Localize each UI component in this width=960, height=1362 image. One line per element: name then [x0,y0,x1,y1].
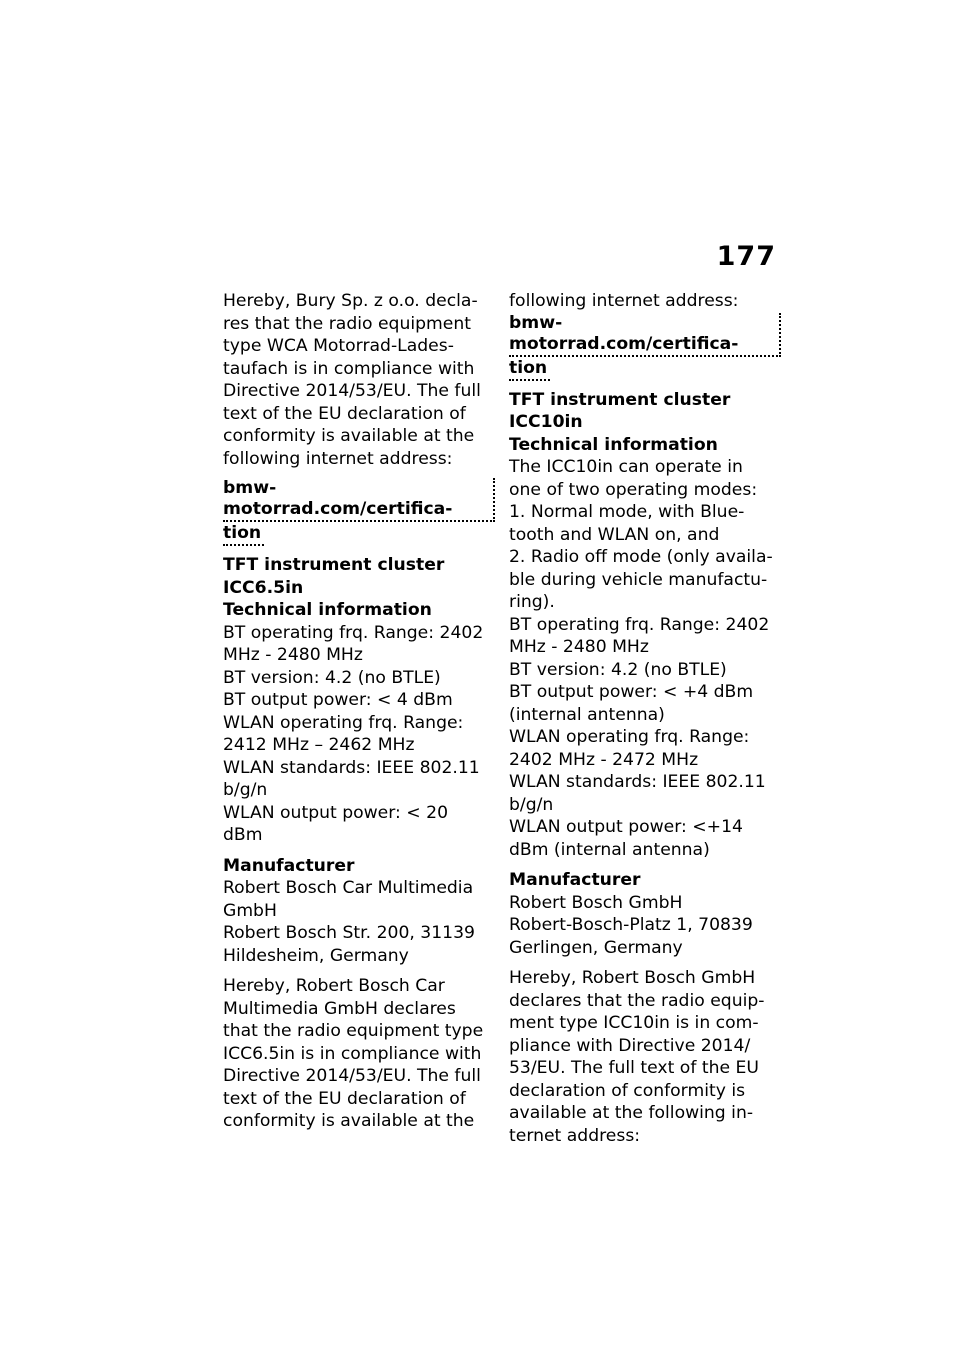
text-line: Multimedia GmbH declares [223,998,456,1019]
text-line: WLAN standards: IEEE 802.11 [509,772,766,792]
text-line: The ICC10in can operate in [509,457,743,477]
certification-link[interactable] [223,478,495,546]
text-line: 2. Radio off mode (only availa- [509,547,773,567]
certification-link-line-1[interactable]: bmw-motorrad.com/certifica- [223,478,495,522]
text-line: b/g/n [509,794,554,815]
section-title [509,389,781,434]
technical-information-paragraph [223,622,495,847]
text-line: Hereby, Bury Sp. z o.o. decla- [223,291,478,311]
bosch-declaration-paragraph [223,975,495,1133]
text-line: MHz - 2480 MHz [509,637,649,657]
technical-information-heading: Technical information [223,600,432,620]
text-line: Gerlingen, Germany [509,937,683,958]
text-line: following internet address: [223,448,453,469]
text-line: BT version: 4.2 (no BTLE) [223,667,441,688]
right-column [509,290,781,1155]
text-line: 2402 MHz - 2472 MHz [509,749,699,770]
text-line: ble during vehicle manufactu- [509,569,768,590]
text-line: 53/EU. The full text of the EU [509,1058,759,1078]
text-line: WLAN standards: IEEE 802.11 [223,757,480,778]
manufacturer-paragraph [509,892,781,960]
text-line: conformity is available at the [223,426,475,446]
text-line: WLAN output power: < 20 [223,802,449,823]
text-line: conformity is available at the [223,1111,475,1131]
text-line: Directive 2014/53/EU. The full [223,381,481,401]
left-column [223,290,495,1141]
text-line: Hildesheim, Germany [223,945,409,966]
text-line: pliance with Directive 2014/ [509,1035,751,1056]
text-line: following internet address: [509,291,739,311]
manufacturer-paragraph [223,877,495,967]
text-line: taufach is in compliance with [223,358,475,379]
certification-link-line-1[interactable]: bmw-motorrad.com/certifica- [509,313,781,357]
certification-link-line-2[interactable]: tion [223,523,264,546]
text-line: ment type ICC10in is in com- [509,1013,759,1033]
text-line: ternet address: [509,1125,641,1146]
text-line: declares that the radio equip- [509,990,765,1011]
text-line: ICC6.5in is in compliance with [223,1043,482,1064]
section-title-line: TFT instrument cluster [223,555,445,575]
manufacturer-heading: Manufacturer [509,870,641,890]
technical-information-paragraph [509,456,781,861]
text-line: Robert-Bosch-Platz 1, 70839 [509,915,753,935]
certification-link[interactable] [509,313,781,381]
text-line: BT operating frq. Range: 2402 [509,614,770,635]
text-line: Hereby, Robert Bosch Car [223,976,445,996]
page-number: 177 [716,241,776,272]
text-line: res that the radio equipment [223,313,471,334]
text-line: that the radio equipment type [223,1021,484,1041]
text-line: BT output power: < 4 dBm [223,690,453,710]
text-line: ring). [509,592,555,612]
text-line: Robert Bosch Car Multimedia [223,878,474,898]
text-line: dBm [223,825,263,845]
manufacturer-heading: Manufacturer [223,855,355,876]
text-line: Robert Bosch GmbH [509,892,683,913]
intro-paragraph [509,290,781,313]
text-line: 2412 MHz – 2462 MHz [223,735,415,755]
text-line: 1. Normal mode, with Blue- [509,502,745,522]
text-line: text of the EU declaration of [223,1088,466,1109]
text-line: BT operating frq. Range: 2402 [223,622,484,643]
text-line: type WCA Motorrad-Lades- [223,336,454,356]
text-line: one of two operating modes: [509,479,758,500]
text-line: MHz - 2480 MHz [223,645,363,665]
text-line: BT version: 4.2 (no BTLE) [509,659,727,680]
text-line: WLAN output power: <+14 [509,817,743,837]
bosch-declaration-paragraph [509,967,781,1147]
bury-declaration-paragraph [223,290,495,470]
text-line: Directive 2014/53/EU. The full [223,1066,481,1086]
text-line: WLAN operating frq. Range: [509,727,750,747]
text-line: tooth and WLAN on, and [509,524,720,545]
technical-information-heading: Technical information [509,434,718,455]
text-line: WLAN operating frq. Range: [223,712,464,733]
text-line: Robert Bosch Str. 200, 31139 [223,923,475,943]
section-title-line: TFT instrument cluster [509,389,731,410]
text-line: Hereby, Robert Bosch GmbH [509,968,756,988]
text-line: declaration of conformity is [509,1080,746,1101]
text-line: available at the following in- [509,1103,754,1123]
section-title [223,554,495,599]
text-line: b/g/n [223,780,268,800]
text-line: (internal antenna) [509,704,665,725]
text-line: text of the EU declaration of [223,403,466,424]
text-line: dBm (internal antenna) [509,839,710,860]
section-title-line: ICC10in [509,412,583,432]
section-title-line: ICC6.5in [223,577,304,598]
text-line: BT output power: < +4 dBm [509,682,754,702]
text-line: GmbH [223,900,277,921]
certification-link-line-2[interactable]: tion [509,358,550,381]
